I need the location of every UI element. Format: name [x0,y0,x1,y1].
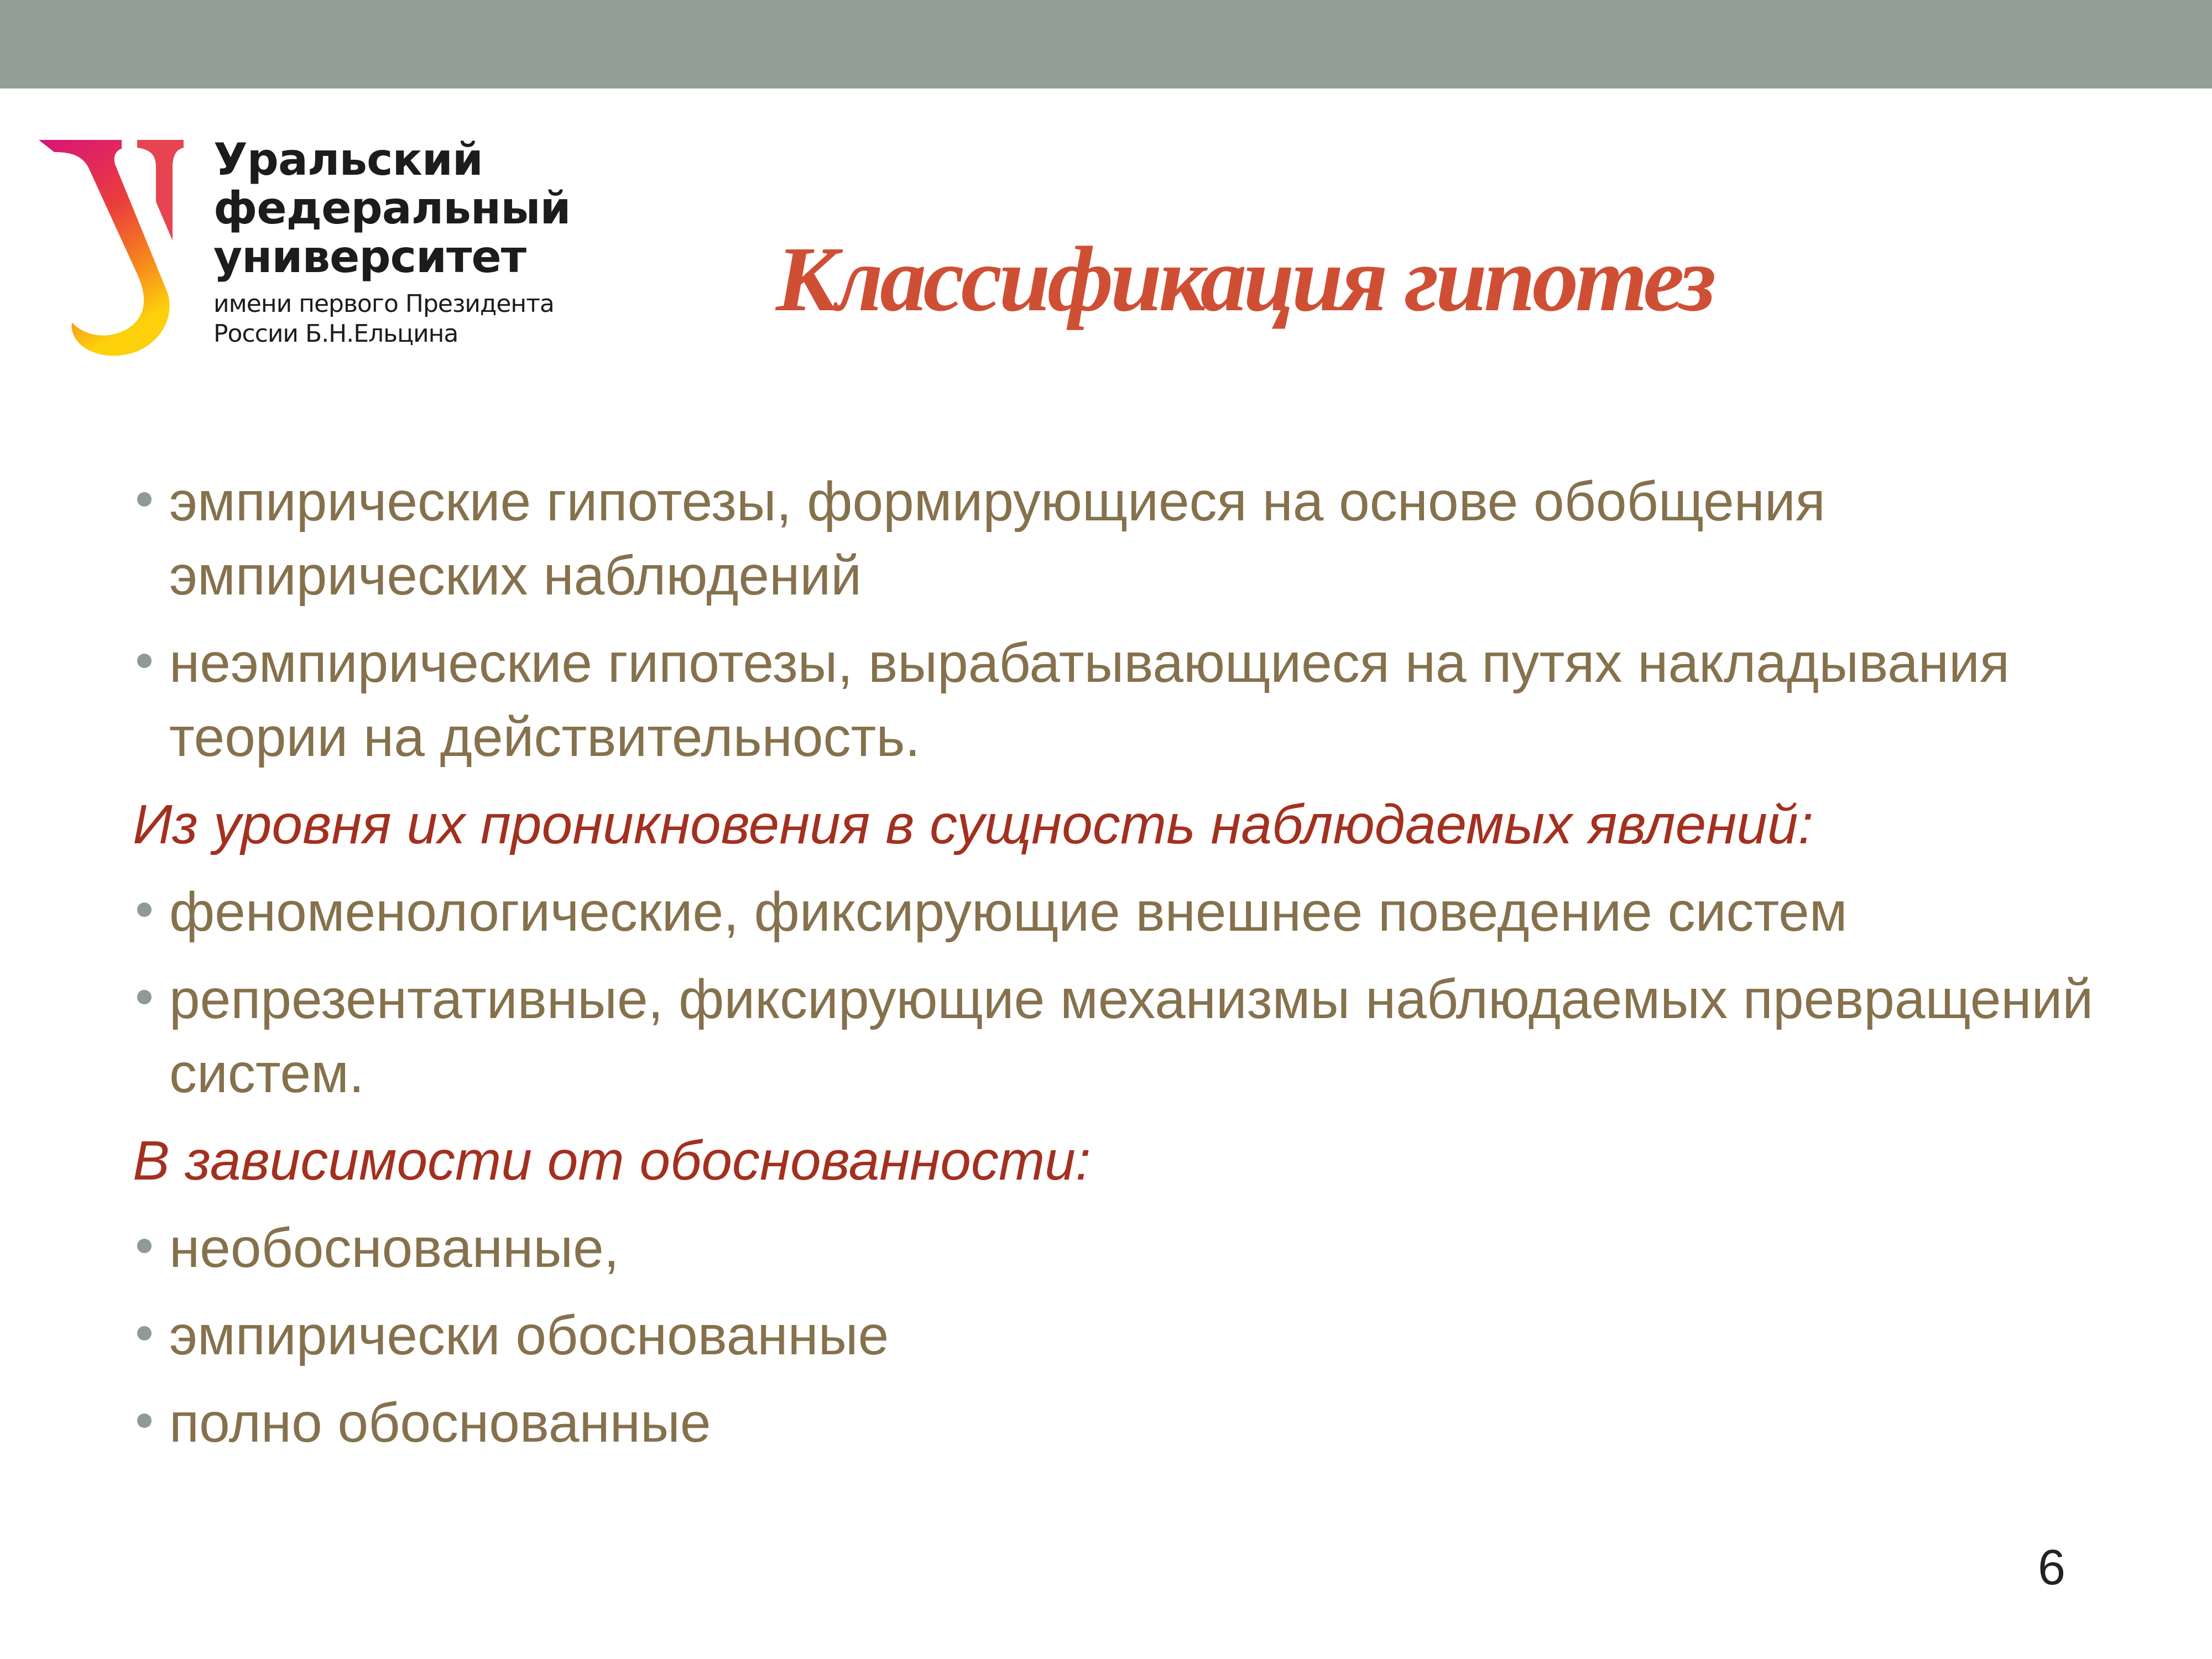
bullet-text: феноменологические, фиксирующие внешнее поведение систем [169,881,1848,943]
bullet-text: эмпирически обоснованные [169,1305,889,1366]
bullet-item [133,626,2101,774]
university-logo [39,135,570,362]
logo-line-5: России Б.Н.Ельцина [213,320,458,348]
bullet-item [133,1298,2101,1373]
bullet-dot-icon [137,492,152,507]
bullet-dot-icon [137,654,152,668]
bullet-text: неэмпирические гипотезы, вырабатывающиеся на путях накладывания теории на действительность. [169,632,2010,768]
bullet-text: необоснованные, [169,1217,619,1279]
urfu-u-logo-icon [39,135,205,357]
section-heading: Из уровня их проникновения в сущность наблюдаемых явлений: [133,794,1814,855]
bullet-item [133,465,2101,613]
bullet-dot-icon [137,902,152,917]
logo-line-2: федеральный [213,182,571,234]
bullet-dot-icon [137,1239,152,1253]
bullet-text: полно обоснованные [169,1392,711,1454]
logo-text [213,135,571,349]
bullet-text: эмпирические гипотезы, формирующиеся на основе обобщения эмпирических наблюдений [169,471,1825,607]
bullet-text: репрезентативные, фиксирующие механизмы наблюдаемых превращений систем. [169,968,2094,1104]
bullet-dot-icon [137,1326,152,1340]
bullet-item [133,962,2101,1110]
section-heading: В зависимости от обоснованности: [133,1130,1091,1192]
bullet-dot-icon [137,1413,152,1428]
page-number: 6 [2037,1540,2065,1595]
slide-title: Классификация гипотез [775,228,1713,331]
logo-line-3: университет [213,231,526,283]
bullet-item [133,1211,2101,1285]
bullet-dot-icon [137,990,152,1004]
logo-line-4: имени первого Президента [213,290,554,318]
logo-line-1: Уральский [213,134,483,185]
top-bar [0,0,2212,88]
slide-body [133,465,2101,1473]
bullet-item [133,875,2101,949]
bullet-item [133,1386,2101,1460]
